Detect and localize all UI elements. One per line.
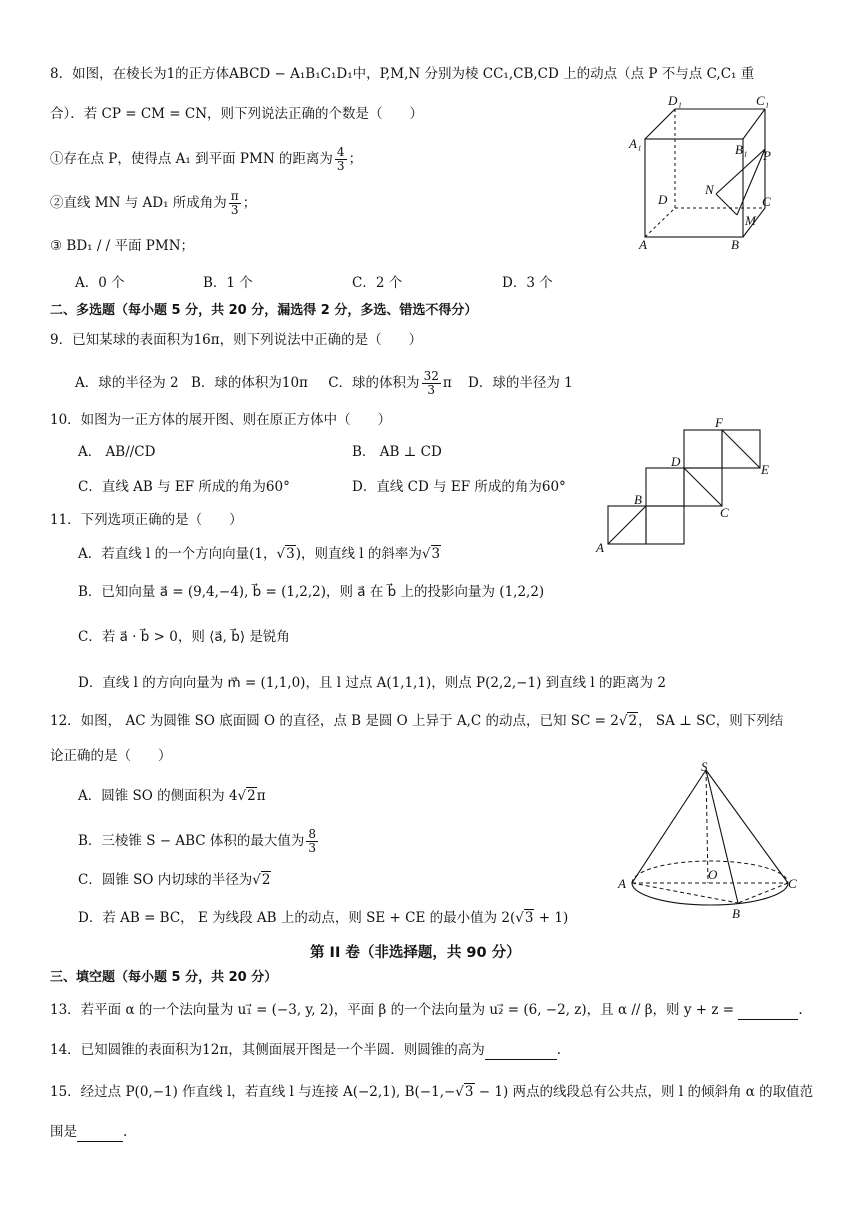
- q13: 13．若平面 α 的一个法向量为 u₁⃗ = (−3, y, 2)，平面 β 的一个法向量为 u₂⃗ = (6, −2, z)，且 α // β，则 y + z = .: [50, 1002, 803, 1018]
- label-M: M: [745, 213, 756, 228]
- q10-option-b: B． AB ⊥ CD: [352, 444, 442, 460]
- cone-label-O: O: [708, 867, 718, 882]
- cone-label-S: S: [701, 759, 708, 774]
- q9-options: A．球的半径为 2 B．球的体积为10π C．球的体积为 $\frac{32}{3}$ π D．球的半径为 1: [75, 369, 573, 397]
- part-2-heading: 第 II 卷（非选择题，共 90 分）: [310, 945, 521, 961]
- q8-line2: 合）．若 CP = CM = CN，则下列说法正确的个数是（ ）: [50, 106, 424, 122]
- label-B1: B₁: [735, 142, 748, 157]
- q8-option-a: A．0 个: [75, 275, 125, 291]
- q11-stem: 11．下列选项正确的是（ ）: [50, 512, 243, 528]
- net-label-A: A: [596, 540, 604, 555]
- q8-statement-3: ③ BD₁ / / 平面 PMN；: [50, 238, 195, 254]
- q12-option-c: C．圆锥 SO 内切球的半径为√2: [78, 872, 271, 888]
- q11-option-d: D．直线 l 的方向向量为 m⃗ = (1,1,0)，且 l 过点 A(1,1,1)，则点 P(2,2,−1) 到直线 l 的距离为 2: [78, 675, 666, 691]
- q11-option-c: C．若 a⃗ · b⃗ > 0，则 ⟨a⃗, b⃗⟩ 是锐角: [78, 629, 290, 645]
- label-N: N: [705, 182, 714, 197]
- q15-line1: 15．经过点 P(0,−1) 作直线 l，若直线 l 与连接 A(−2,1), B(−1,−√3 − 1) 两点的线段总有公共点，则 l 的倾斜角 α 的取值范: [50, 1084, 814, 1100]
- cone-figure: [610, 758, 810, 923]
- label-C1: C₁: [756, 93, 770, 108]
- q8-statement-1: ①存在点 P，使得点 A₁ 到平面 PMN 的距离为 $\frac{4}{3}$ ；: [50, 145, 363, 173]
- net-label-F: F: [715, 415, 723, 430]
- label-D1: D₁: [668, 93, 682, 108]
- label-D: D: [658, 192, 668, 207]
- q14: 14．已知圆锥的表面积为12π，其侧面展开图是一个半圆．则圆锥的高为 .: [50, 1042, 562, 1058]
- q9-stem: 9．已知某球的表面积为16π，则下列说法中正确的是（ ）: [50, 332, 423, 348]
- q8-option-c: C．2 个: [352, 275, 403, 291]
- net-label-E: E: [761, 462, 769, 477]
- cone-label-C: C: [788, 876, 797, 891]
- q11-option-a: A．若直线 l 的一个方向向量(1，√3)，则直线 l 的斜率为√3: [78, 546, 441, 562]
- cone-label-A: A: [618, 876, 626, 891]
- cone-label-B: B: [732, 906, 740, 921]
- cube-figure: [625, 92, 795, 252]
- q10-option-a: A． AB//CD: [78, 444, 156, 460]
- q10-option-d: D．直线 CD 与 EF 所成的角为60°: [352, 479, 566, 495]
- q11-option-b: B．已知向量 a⃗ = (9,4,−4), b⃗ = (1,2,2)，则 a⃗ 在 b⃗ 上的投影向量为 (1,2,2): [78, 584, 545, 600]
- q12-line1: 12．如图， AC 为圆锥 SO 底面圆 O 的直径，点 B 是圆 O 上异于 A,C 的动点，已知 SC = 2√2， SA ⊥ SC，则下列结: [50, 713, 784, 729]
- q8-statement-2: ②直线 MN 与 AD₁ 所成角为 $\frac{\pi}{3}$ ；: [50, 189, 257, 217]
- section-3-heading: 三、填空题（每小题 5 分，共 20 分）: [50, 970, 278, 985]
- label-A: A: [639, 237, 647, 252]
- q15-line2: 围是 .: [50, 1124, 128, 1140]
- net-label-D: D: [671, 454, 681, 469]
- q12-line2: 论正确的是（ ）: [50, 748, 172, 764]
- q10-option-c: C．直线 AB 与 EF 所成的角为60°: [78, 479, 290, 495]
- net-label-B: B: [634, 492, 642, 507]
- label-C: C: [762, 194, 771, 209]
- q8-line1: 8．如图，在棱长为1的正方体ABCD − A₁B₁C₁D₁中，P,M,N 分别为棱 CC₁,CB,CD 上的动点（点 P 不与点 C,C₁ 重: [50, 66, 755, 82]
- label-A1: A₁: [629, 136, 642, 151]
- q8-option-b: B．1 个: [203, 275, 253, 291]
- cube-net-figure: [594, 412, 774, 557]
- q10-stem: 10．如图为一正方体的展开图、则在原正方体中（ ）: [50, 412, 392, 428]
- q12-option-b: B．三棱锥 S − ABC 体积的最大值为 $\frac{8}{3}$: [78, 827, 317, 855]
- label-P: P: [763, 148, 771, 163]
- q12-option-d: D．若 AB = BC， E 为线段 AB 上的动点，则 SE + CE 的最小值为 2(√3 + 1): [78, 910, 569, 926]
- q12-option-a: A．圆锥 SO 的侧面积为 4√2π: [78, 788, 266, 804]
- label-B: B: [731, 237, 739, 252]
- net-label-C: C: [720, 505, 729, 520]
- q8-option-d: D．3 个: [502, 275, 553, 291]
- section-2-heading: 二、多选题（每小题 5 分，共 20 分，漏选得 2 分，多选、错选不得分）: [50, 303, 478, 318]
